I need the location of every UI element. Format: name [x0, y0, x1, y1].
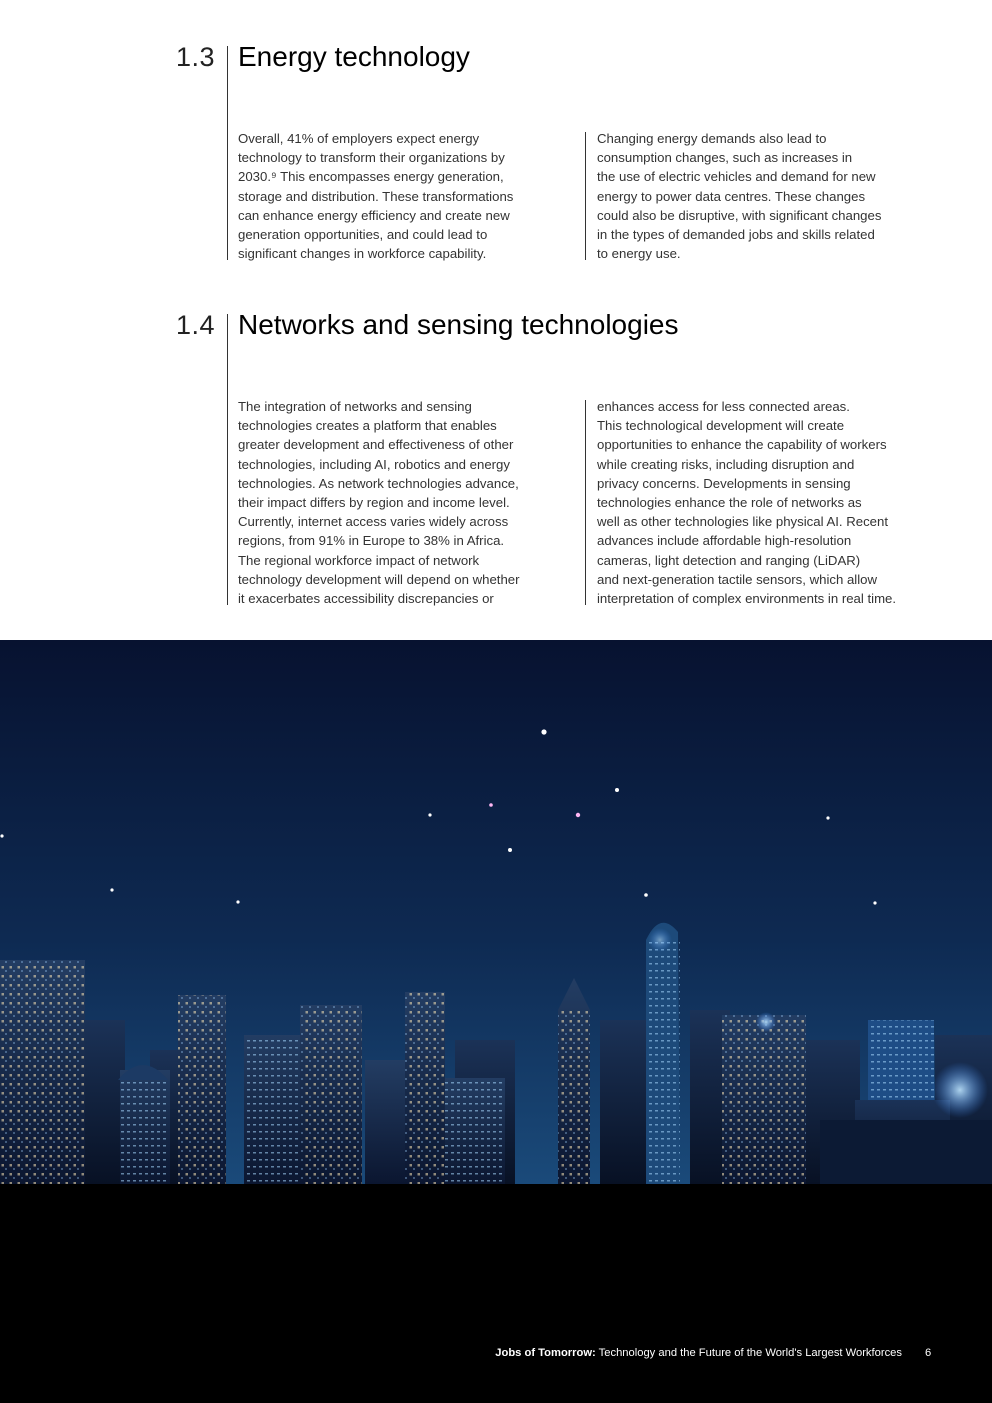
body-column-right: Changing energy demands also lead to consumption changes, such as increases in the use of electric vehicles and demand for new energy to power data centres. These changes could also be disruptive, with significant changes in the types of demanded jobs and skills related to energy use.	[597, 131, 882, 262]
section-divider-line	[227, 314, 228, 605]
section-divider-line	[227, 46, 228, 260]
footer-report-subtitle: Technology and the Future of the World's Largest Workforces	[595, 1347, 902, 1359]
section-title: Energy technology	[238, 41, 470, 72]
body-column-left: The integration of networks and sensing technologies creates a platform that enables greater development and effectiveness of other technologies, including AI, robotics and energy technologies. As network technologies advance, their impact differs by region and income level. Currently, internet access varies widely across regions, from 91% in Europe to 38% in Africa. The regional workforce impact of network technology development will depend on whether it exacerbates accessibility discrepancies or	[238, 399, 520, 607]
column-divider-line	[585, 400, 586, 605]
section-title: Networks and sensing technologies	[238, 309, 679, 340]
page-number: 6	[925, 1347, 932, 1359]
section-number: 1.3	[176, 42, 216, 72]
section-number: 1.4	[176, 310, 216, 340]
column-divider-line	[585, 132, 586, 260]
footer-report-title	[495, 1347, 902, 1359]
footer-report-name: Jobs of Tomorrow:	[495, 1347, 596, 1359]
body-column-left: Overall, 41% of employers expect energy technology to transform their organizations by 2030.⁹ This encompasses energy generation, storage and distribution. These transformations can enhance energy efficiency and create new generation opportunities, and could lead to significant changes in workforce capability.	[238, 131, 514, 262]
page-footer	[0, 1184, 992, 1403]
city-skyline-image	[0, 640, 992, 1184]
body-column-right: enhances access for less connected areas. This technological development will create opportunities to enhance the capability of workers while creating risks, including disruption and privacy concerns. Developments in sensing technologies enhance the role of networks as well as other technologies like physical AI. Recent advances include affordable high-resolution cameras, light detection and ranging (LiDAR) and next-generation tactile sensors, which allow interpretation of complex environments in real time.	[597, 399, 897, 607]
